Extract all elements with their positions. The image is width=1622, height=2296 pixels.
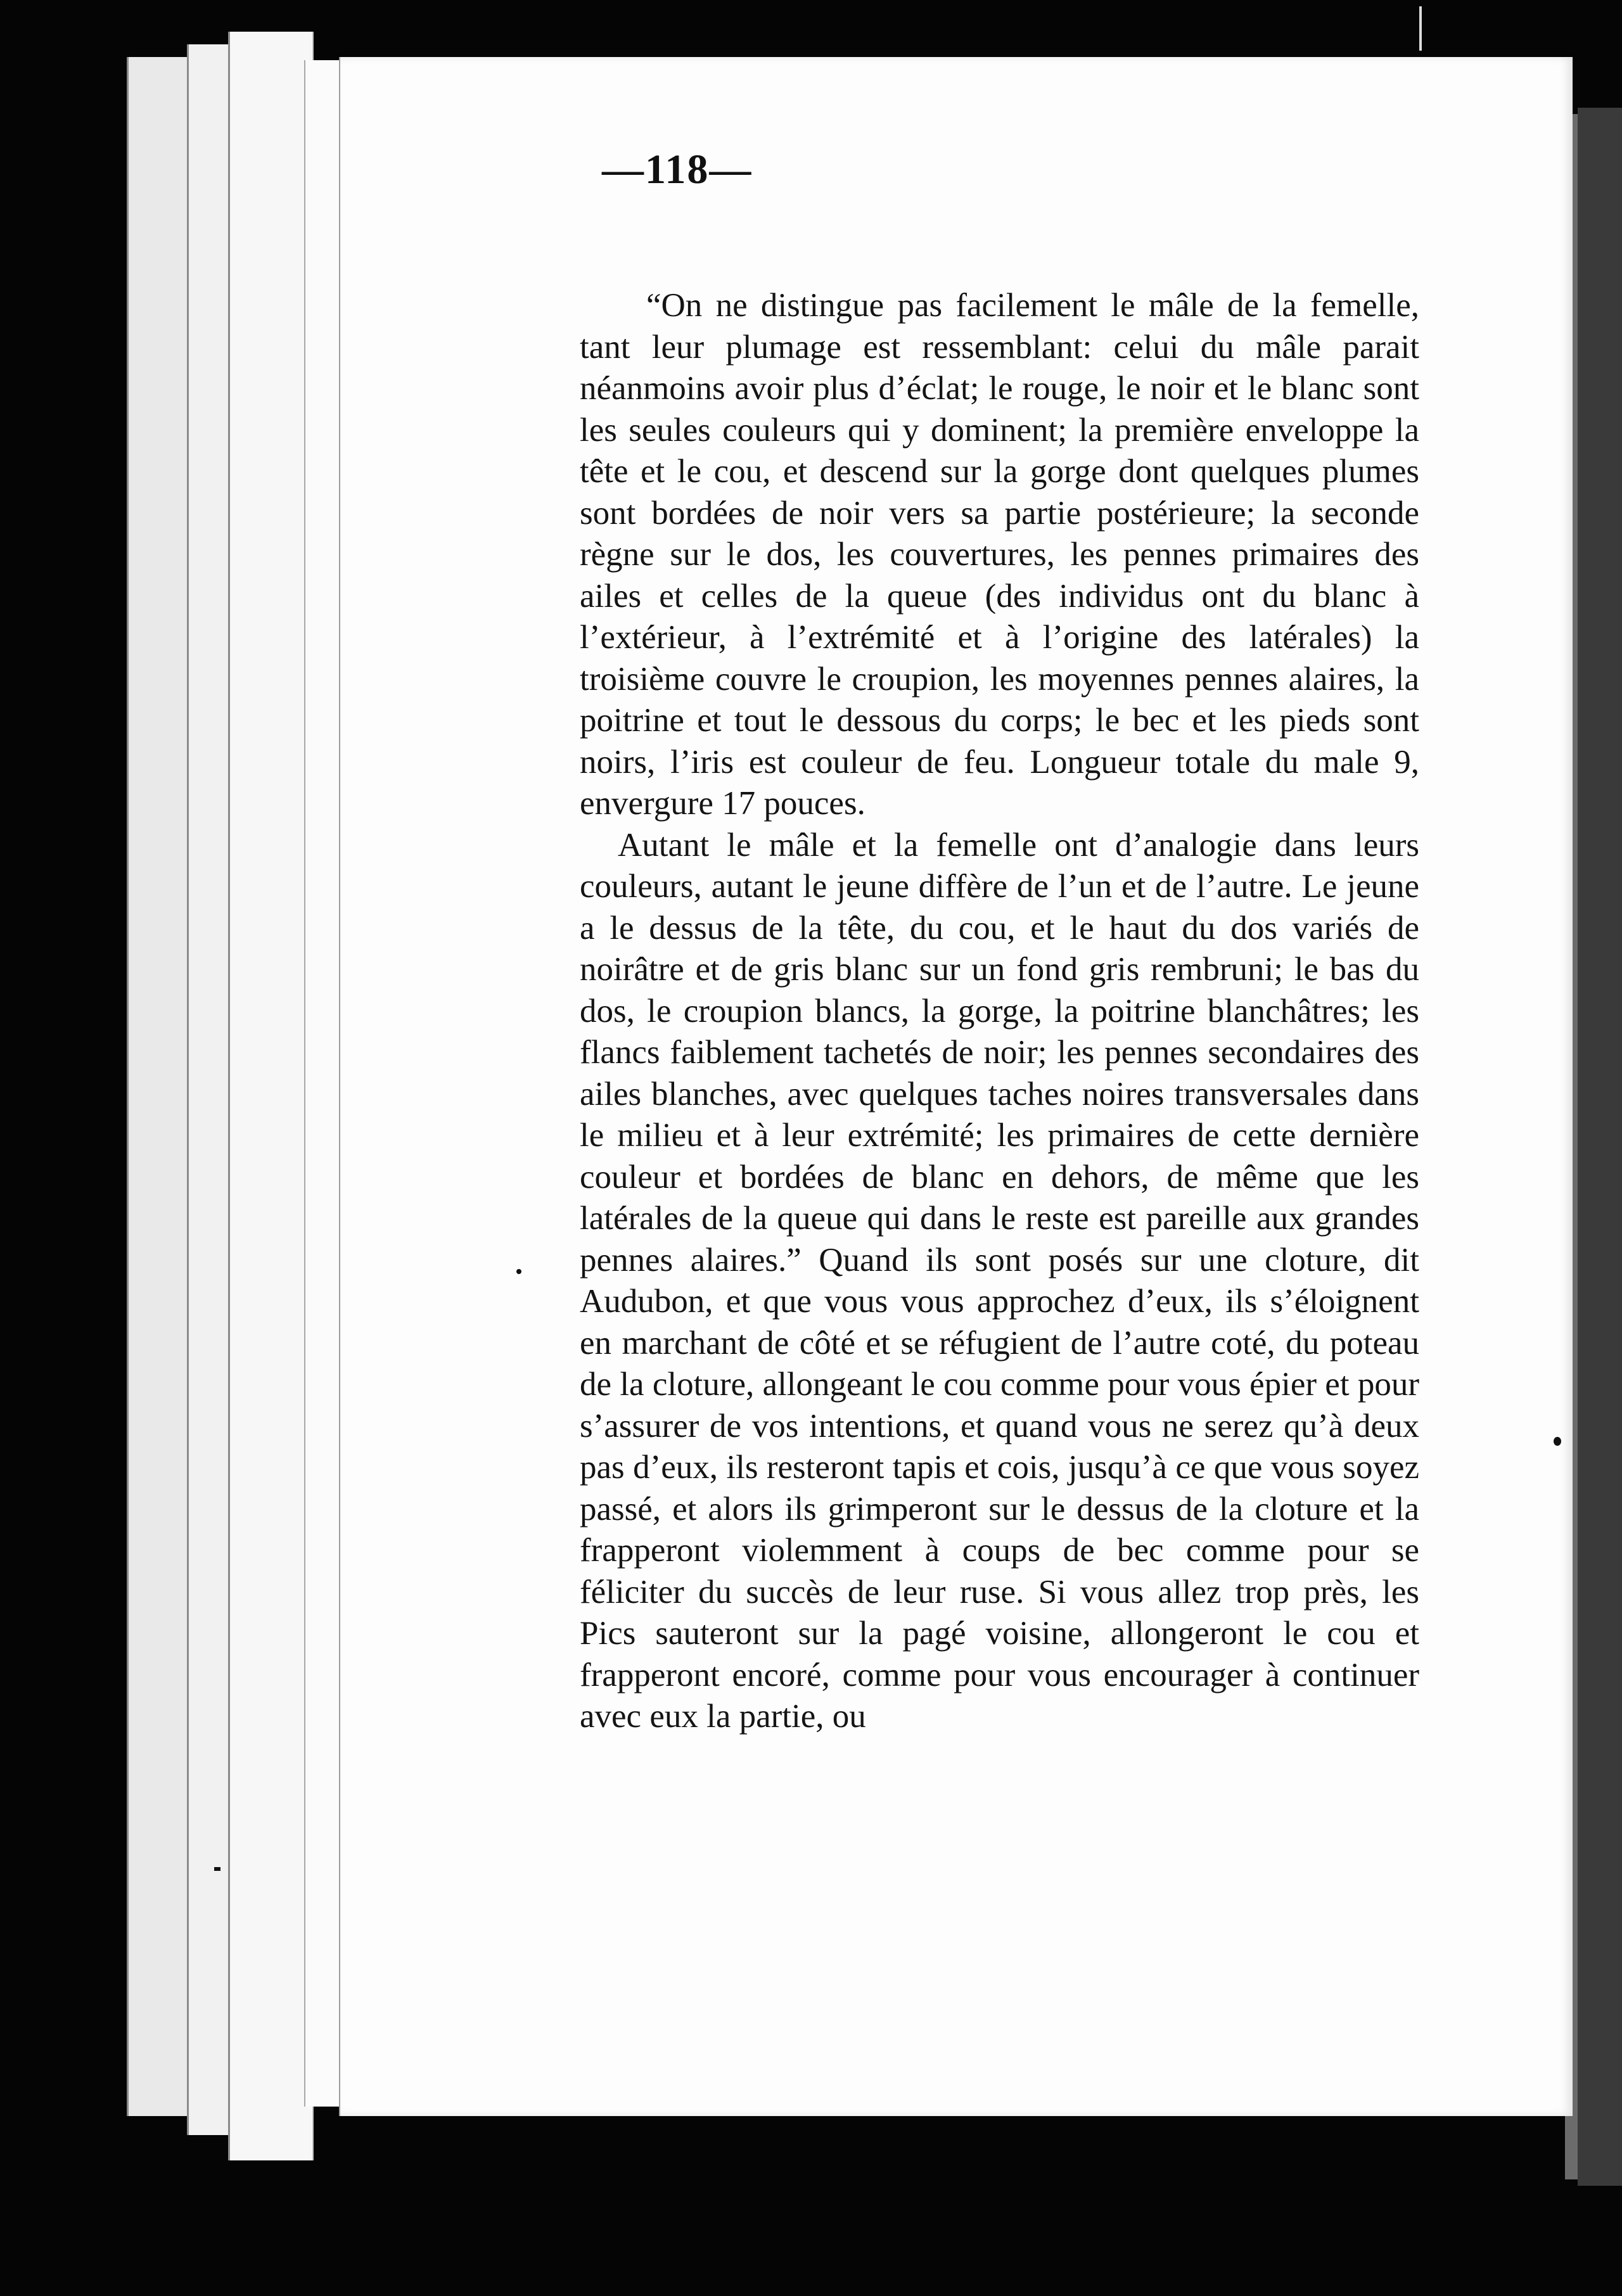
paragraph-1: “On ne distingue pas facilement le mâle de la femelle, tant leur plumage est ressemblant: celui du mâle parait néanmoins avoir plus d’éclat; le rouge, le noir et le blanc sont les seules couleurs qui y dominent; la première enveloppe la tête et le cou, et descend sur la gorge dont quelques plumes sont bordées de noir vers sa partie postérieure; la seconde règne sur le dos, les couvertures, les pennes primaires des ailes et celles de la queue (des individus ont du blanc à l’extérieur, à l’extrémité et à l’origine des latérales) la troisième couvre le croupion, les moyennes pennes alaires, la poitrine et tout le dessous du corps; le bec et les pieds sont noirs, l’iris est couleur de feu. Longueur totale du male 9, envergure 17 pouces. <box>580 287 1419 822</box>
scan-artifact <box>1419 6 1422 51</box>
page-edge <box>127 57 193 2116</box>
page-number: —118— <box>602 146 753 193</box>
book-binding <box>1578 108 1622 2186</box>
page-edge <box>187 44 234 2135</box>
page-edge <box>228 32 314 2160</box>
ink-speck <box>516 1269 521 1274</box>
ink-speck <box>214 1867 220 1871</box>
paragraph-2: Autant le mâle et la femelle ont d’analogie dans leurs couleurs, autant le jeune diffère de l’un et de l’autre. Le jeune a le dessus de la tête, du cou, et le haut du dos variés de noirâtre et de gris blanc sur un fond gris rembruni; le bas du dos, le croupion blancs, la gorge, la poitrine blanchâtres; les flancs faiblement tachetés de noir; les pennes secondaires des ailes blanches, avec quelques taches noires transversales dans le milieu et à leur extrémité; les primaires de cette dernière couleur et bordées de blanc en dehors, de même que les latérales de la queue qui dans le reste est pareille aux grandes pennes alaires.” Quand ils sont posés sur une cloture, dit Audubon, et que vous vous approchez d’eux, ils s’éloignent en marchant de côté et se réfugient de l’autre coté, du poteau de la cloture, allongeant le cou comme pour vous épier et pour s’assurer de vos intentions, et quand vous ne serez qu’à deux pas d’eux, ils resteront tapis et cois, jusqu’à ce que vous soyez passé, et alors ils grimperont sur le dessus de la cloture et la frapperont violemment à coups de bec comme pour se féliciter du succès de leur ruse. Si vous allez trop près, les Pics sauteront sur la pagé voisine, allongeront le cou et frapperont encoré, comme pour vous encourager à continuer avec eux la partie, ou <box>580 826 1419 1735</box>
ink-speck <box>1554 1437 1561 1446</box>
body-text <box>580 285 1419 1738</box>
